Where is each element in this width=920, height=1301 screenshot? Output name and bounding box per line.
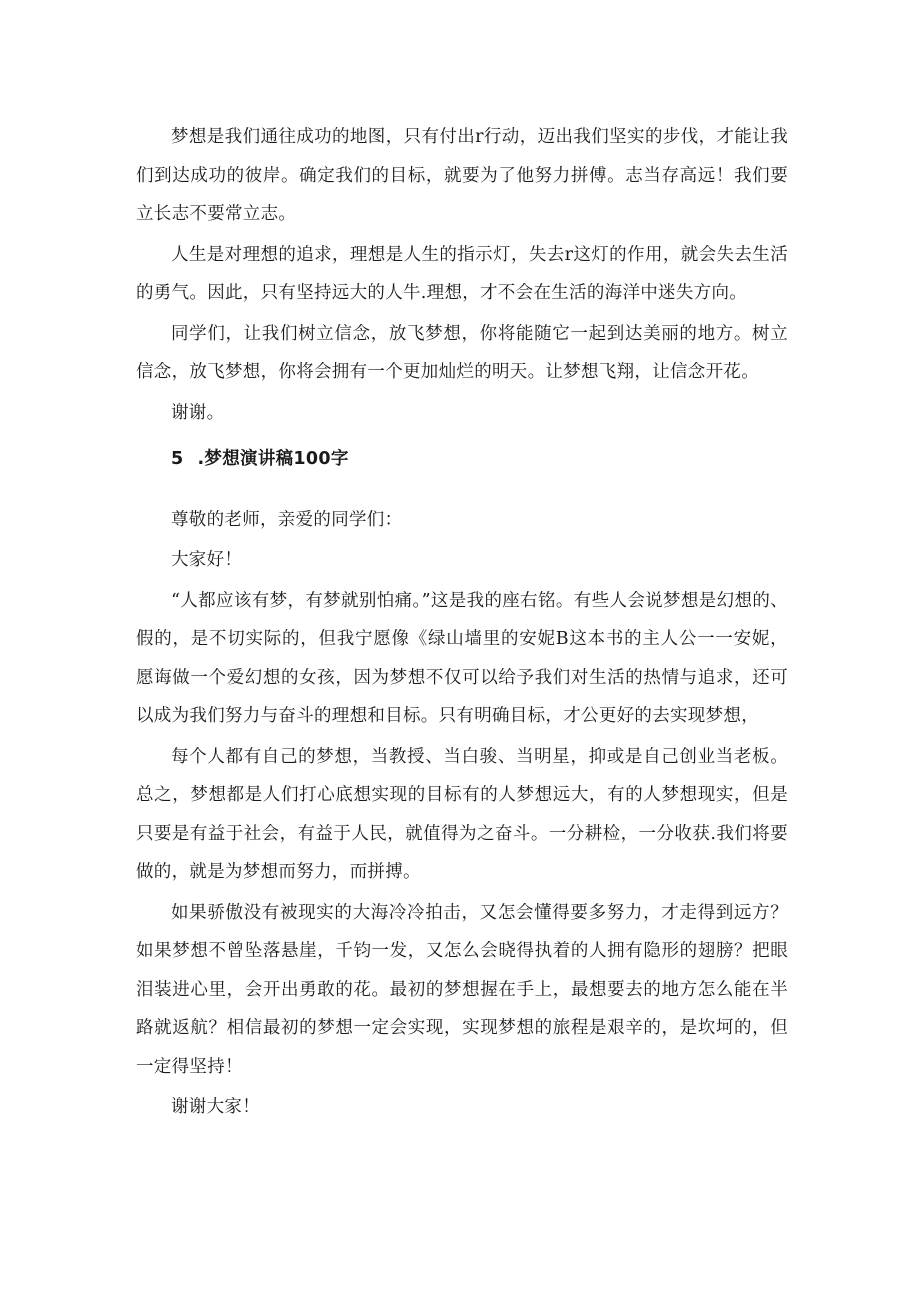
paragraph-if-pride: 如果骄傲没有被现实的大海冷冷拍击，又怎会懂得要多努力，才走得到远方？如果梦想不曾坠落悬崖，千钧一发，又怎么会晓得执着的人拥有隐形的翅膀？把眼泪装进心里，会开出勇敢的花。最初的梦想握在手上，最想要去的地方怎么能在半路就返航？相信最初的梦想一定会实现，实现梦想的旅程是艰辛的，是坎坷的，但一定得坚持！ (136, 902, 788, 1077)
paragraph-classmates: 同学们，让我们树立信念，放飞梦想，你将能随它一起到达美丽的地方。树立信念，放飞梦想，你将会拥有一个更加灿烂的明天。让梦想飞翔，让信念开花。 (136, 323, 788, 382)
section-title: .梦想演讲稿100字 (197, 449, 349, 469)
greeting: 大家好！ (171, 550, 243, 570)
paragraph-thanks: 谢谢。 (171, 402, 225, 423)
section-number: 5 (171, 449, 184, 469)
closing: 谢谢大家！ (171, 1097, 260, 1117)
paragraph-life-ideal: 人生是对理想的追求，理想是人生的指示灯，失去r这灯的作用，就会失去生活的勇气。因此，只有坚持远大的人牛.理想，才不会在生活的海洋中迷失方向。 (136, 244, 788, 303)
paragraph-everyone-dream: 每个人都有自己的梦想，当教授、当白骏、当明星，抑或是自己创业当老板。总之，梦想都是人们打心底想实现的目标有的人梦想远大，有的人梦想现实，但是只要是有益于社会，有益于人民，就值得为之奋斗。一分耕检，一分收获.我们将要做的，就是为梦想而努力，而拼搏。 (136, 746, 788, 882)
document-page (136, 118, 788, 1127)
salutation: 尊敬的老师，亲爱的同学们： (171, 509, 403, 530)
paragraph-motto: “人都应该有梦，有梦就别怕痛。”这是我的座右铭。有些人会说梦想是幻想的、假的，是不切实际的，但我宁愿像《绿山墙里的安妮B这本书的主人公一一安妮，愿诲做一个爱幻想的女孩，因为梦想不仅可以给予我们对生活的热情与追求，还可以成为我们努力与奋斗的理想和目标。只有明确目标，才公更好的去实现梦想， (136, 590, 788, 726)
paragraph-dream-map: 梦想是我们通往成功的地图，只有付出r行动，迈出我们坚实的步伐，才能让我们到达成功的彼岸。确定我们的目标，就要为了他努力拼傅。志当存高远！我们要立长志不要常立志。 (136, 127, 788, 224)
section-heading (136, 440, 788, 479)
